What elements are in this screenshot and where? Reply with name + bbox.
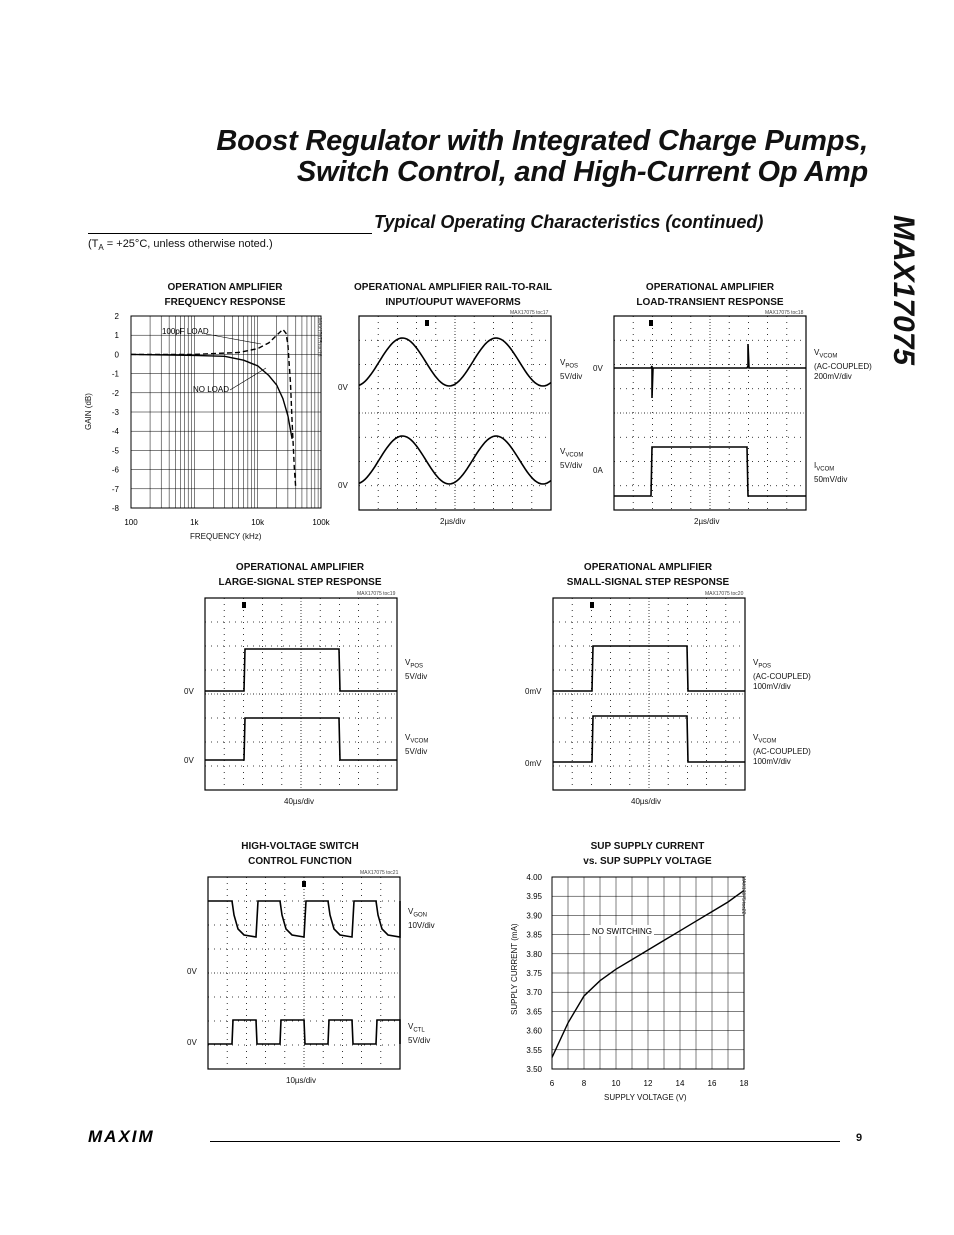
sup-title-1: SUP SUPPLY CURRENT xyxy=(590,841,705,852)
sup-xtick: 16 xyxy=(707,1079,717,1088)
freq-chart-title xyxy=(150,280,300,310)
sup-xtick: 14 xyxy=(675,1079,685,1088)
freq-title-2: FREQUENCY RESPONSE xyxy=(164,297,286,308)
cond-sub: A xyxy=(98,243,104,253)
ss-ch1: V xyxy=(753,658,759,667)
lt-ch1: V xyxy=(814,348,820,357)
hv-time: 10µs/div xyxy=(286,1076,316,1085)
freq-label-noload: NO LOAD xyxy=(193,385,230,394)
sup-ytick: 3.80 xyxy=(526,949,542,959)
r2r-title-1: OPERATIONAL AMPLIFIER RAIL-TO-RAIL xyxy=(354,282,552,293)
lt-chart-title xyxy=(620,280,800,310)
hv-ch1-scale: 10V/div xyxy=(408,920,435,930)
ss-zero-1: 0mV xyxy=(525,687,542,696)
lt-trigger-marker xyxy=(649,320,653,326)
ls-ch1-sub: POS xyxy=(410,663,424,670)
freq-ytick: 0 xyxy=(114,350,119,360)
ls-ch1-label xyxy=(405,658,427,682)
ss-time: 40µs/div xyxy=(631,797,661,806)
footer-rule xyxy=(210,1141,840,1142)
r2r-zero-2: 0V xyxy=(338,481,348,490)
hv-ch2-scale: 5V/div xyxy=(408,1035,431,1045)
r2r-ch1-scale: 5V/div xyxy=(560,371,583,381)
freq-ytick: -3 xyxy=(111,408,119,417)
ls-time: 40µs/div xyxy=(284,797,314,806)
part-number-vertical xyxy=(884,215,924,405)
hv-scope xyxy=(208,877,400,1069)
part-number: MAX17075 xyxy=(887,215,920,366)
r2r-code: MAX17075 toc17 xyxy=(510,310,549,316)
freq-ytick: -1 xyxy=(111,369,119,379)
maxim-logo xyxy=(88,1128,200,1144)
hv-ch1-label xyxy=(408,907,435,931)
conditions-note xyxy=(88,238,273,252)
hv-zero-2: 0V xyxy=(187,1038,197,1047)
ss-ch2: V xyxy=(753,733,759,742)
freq-xtick: 1k xyxy=(190,518,199,527)
title-line-2: Switch Control, and High-Current Op Amp xyxy=(296,156,868,188)
r2r-ch2-label xyxy=(560,447,583,471)
hv-title-1: HIGH-VOLTAGE SWITCH xyxy=(241,841,359,852)
sup-title-2: vs. SUP SUPPLY VOLTAGE xyxy=(583,856,712,867)
ls-trigger-marker xyxy=(242,602,246,608)
sup-ytick: 4.00 xyxy=(526,873,542,882)
lt-ch2: I xyxy=(814,461,817,470)
r2r-ch1-sub: POS xyxy=(565,363,579,370)
ss-zero-2: 0mV xyxy=(525,759,542,768)
section-rule xyxy=(88,233,372,234)
lt-ch2-label xyxy=(814,461,847,485)
cond-pre: (T xyxy=(88,238,99,250)
page-number: 9 xyxy=(856,1132,863,1144)
freq-ytick: 1 xyxy=(114,331,119,341)
r2r-zero-1: 0V xyxy=(338,383,348,392)
freq-ytick: -7 xyxy=(111,484,119,494)
r2r-time: 2µs/div xyxy=(440,517,466,526)
ls-title-1: OPERATIONAL AMPLIFIER xyxy=(235,562,365,573)
ss-ch2-extra: (AC-COUPLED) xyxy=(753,746,811,756)
hv-trigger-marker xyxy=(302,881,306,887)
freq-chart xyxy=(86,310,336,545)
sup-ylabel: SUPPLY CURRENT (mA) xyxy=(510,923,519,1015)
hv-title-2: CONTROL FUNCTION xyxy=(248,856,352,867)
hv-code: MAX17075 toc21 xyxy=(360,870,399,876)
ls-scope xyxy=(205,598,397,790)
ss-chart-title xyxy=(548,560,748,590)
lt-time: 2µs/div xyxy=(694,517,720,526)
ls-ch1: V xyxy=(405,658,411,667)
r2r-ch1-label xyxy=(560,358,582,382)
freq-leader-100pf xyxy=(206,334,261,344)
hv-ch2-sub: CTL xyxy=(413,1027,425,1034)
sup-ytick: 3.95 xyxy=(526,892,542,902)
ls-ch1-scale: 5V/div xyxy=(405,671,428,681)
sup-ytick: 3.90 xyxy=(526,911,542,921)
ls-chart-title xyxy=(200,560,400,590)
freq-code: MAX17075 toc16 xyxy=(316,318,322,357)
ss-scope xyxy=(553,598,745,790)
freq-ytick: -5 xyxy=(111,446,119,456)
sup-chart-title xyxy=(560,839,735,869)
sup-ytick: 3.70 xyxy=(526,988,542,998)
ss-ch2-scale: 100mV/div xyxy=(753,756,791,766)
freq-title-1: OPERATION AMPLIFIER xyxy=(167,282,283,293)
sup-xtick: 6 xyxy=(549,1079,555,1088)
hv-ch2-label xyxy=(408,1022,430,1046)
r2r-ch2-sub: VCOM xyxy=(565,452,584,459)
r2r-title-2: INPUT/OUPUT WAVEFORMS xyxy=(385,297,521,308)
hv-zero-1: 0V xyxy=(187,967,197,976)
r2r-ch1: V xyxy=(560,358,566,367)
ls-zero-1: 0V xyxy=(184,687,194,696)
sup-chart xyxy=(518,870,758,1088)
freq-xlabel: FREQUENCY (kHz) xyxy=(190,532,262,541)
hv-chart-title xyxy=(210,839,390,869)
sup-xtick: 12 xyxy=(643,1079,653,1088)
lt-title-2: LOAD-TRANSIENT RESPONSE xyxy=(636,297,784,308)
r2r-trigger-marker xyxy=(425,320,429,326)
freq-xtick: 100k xyxy=(312,518,330,527)
r2r-chart-title xyxy=(340,280,566,310)
ls-zero-2: 0V xyxy=(184,756,194,765)
freq-ytick: -6 xyxy=(111,465,119,475)
document-title xyxy=(0,126,868,188)
ls-title-2: LARGE-SIGNAL STEP RESPONSE xyxy=(218,577,382,588)
sup-ytick: 3.85 xyxy=(526,930,542,940)
sup-xtick: 10 xyxy=(611,1079,621,1088)
ss-trigger-marker xyxy=(590,602,594,608)
ss-ch1-sub: POS xyxy=(758,663,772,670)
ss-ch1-extra: (AC-COUPLED) xyxy=(753,671,811,681)
ls-code: MAX17075 toc19 xyxy=(357,591,396,597)
freq-label-100pf: 100pF LOAD xyxy=(162,327,209,336)
lt-ch2-scale: 50mV/div xyxy=(814,474,848,484)
lt-ch1-sub: VCOM xyxy=(819,353,838,360)
hv-ch2: V xyxy=(408,1022,414,1031)
hv-ch1: V xyxy=(408,907,414,916)
section-title: Typical Operating Characteristics (continued) xyxy=(374,212,764,232)
freq-ytick: 2 xyxy=(114,312,119,321)
sup-xtick: 18 xyxy=(739,1079,749,1088)
lt-ch1-scale: 200mV/div xyxy=(814,371,852,381)
ls-ch2-scale: 5V/div xyxy=(405,746,428,756)
lt-title-1: OPERATIONAL AMPLIFIER xyxy=(645,282,775,293)
sup-ytick: 3.75 xyxy=(526,969,542,978)
freq-xtick: 100 xyxy=(124,518,138,527)
ls-ch2: V xyxy=(405,733,411,742)
freq-ytick: -2 xyxy=(111,388,119,398)
lt-code: MAX17075 toc18 xyxy=(765,310,804,316)
lt-scope xyxy=(614,316,806,510)
ls-ch2-sub: VCOM xyxy=(410,738,429,745)
sup-ytick: 3.65 xyxy=(526,1007,542,1017)
lt-ch2-sub: VCOM xyxy=(816,466,835,473)
title-line-1: Boost Regulator with Integrated Charge Pumps, xyxy=(216,125,868,157)
ss-title-1: OPERATIONAL AMPLIFIER xyxy=(583,562,713,573)
hv-ch1-sub: GON xyxy=(413,912,428,919)
ss-ch2-sub: VCOM xyxy=(758,738,777,745)
lt-ch1-extra: (AC-COUPLED) xyxy=(814,361,872,371)
freq-xtick: 10k xyxy=(251,518,265,527)
freq-series-noload xyxy=(131,354,292,439)
r2r-ch2-scale: 5V/div xyxy=(560,460,583,470)
sup-xlabel: SUPPLY VOLTAGE (V) xyxy=(604,1093,687,1102)
freq-ytick: -8 xyxy=(111,504,119,513)
freq-ytick: -4 xyxy=(111,427,119,437)
r2r-scope xyxy=(359,316,551,510)
ss-ch1-label xyxy=(753,658,811,692)
sup-ytick: 3.60 xyxy=(526,1026,542,1036)
ss-ch2-label xyxy=(753,733,811,767)
cond-post: = +25°C, unless otherwise noted.) xyxy=(103,238,273,250)
ss-ch1-scale: 100mV/div xyxy=(753,681,791,691)
ss-title-2: SMALL-SIGNAL STEP RESPONSE xyxy=(566,577,730,588)
sup-ytick: 3.55 xyxy=(526,1045,542,1055)
sup-note: NO SWITCHING xyxy=(592,927,652,936)
ss-code: MAX17075 toc20 xyxy=(705,591,744,597)
r2r-ch2: V xyxy=(560,447,566,456)
sup-code: MAX17075 toc22 xyxy=(740,876,746,915)
sup-ytick: 3.50 xyxy=(526,1065,542,1074)
lt-ch1-label xyxy=(814,348,872,382)
logo-text: MAXIM xyxy=(88,1127,155,1146)
ls-ch2-label xyxy=(405,733,428,757)
freq-ylabel: GAIN (dB) xyxy=(84,393,93,430)
lt-zero-2: 0A xyxy=(593,466,603,475)
lt-zero-1: 0V xyxy=(593,364,603,373)
sup-xtick: 8 xyxy=(581,1079,587,1088)
